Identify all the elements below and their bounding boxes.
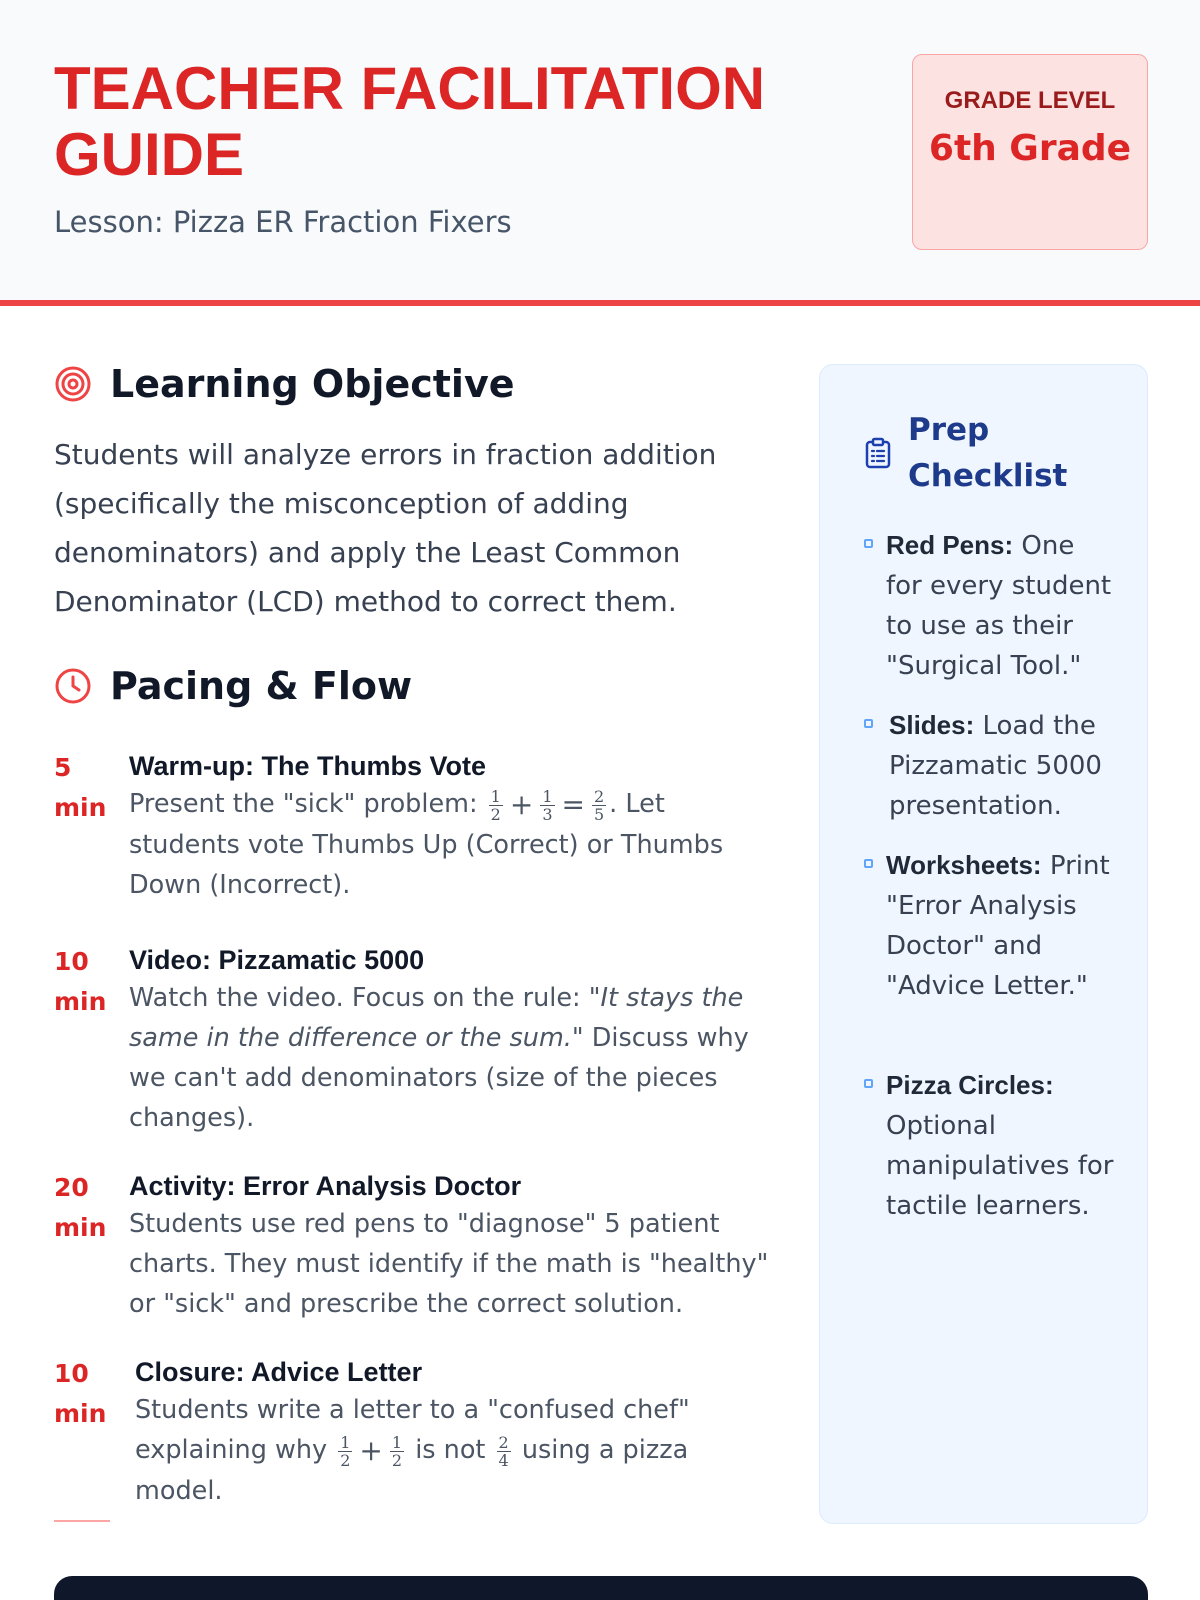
pacing-desc bbox=[135, 1390, 775, 1511]
pacing-desc-text: Discuss why we can't add denominators (size of the pieces changes). bbox=[129, 1023, 749, 1133]
fraction: $\frac{1}{2}$ bbox=[490, 786, 501, 824]
grade-level-value: 6th Grade bbox=[928, 128, 1132, 169]
page-title: TEACHER FACILITATION GUIDE bbox=[54, 55, 766, 188]
checklist-heading bbox=[864, 407, 1108, 499]
checklist-item-label: Pizza Circles: bbox=[886, 1070, 1054, 1100]
pacing-desc-text: Watch the video. Focus on the rule: bbox=[129, 983, 581, 1013]
checklist-item-text: Print "Error Analysis Doctor" and "Advice Letter." bbox=[886, 851, 1110, 1001]
pacing-title: Video: Pizzamatic 5000 bbox=[129, 945, 425, 975]
pacing-time: 10 min bbox=[54, 1359, 107, 1428]
objective-heading bbox=[54, 362, 515, 406]
fraction: $\frac{2}{5}$ bbox=[593, 786, 605, 824]
checkbox-bullet-icon bbox=[864, 859, 873, 868]
page-header bbox=[0, 0, 1200, 306]
checklist-item-text: Load the Pizzamatic 5000 presentation. bbox=[889, 711, 1102, 821]
prep-checklist-panel bbox=[819, 364, 1148, 1524]
checklist-item-text: One for every student to use as their "Surgical Tool." bbox=[886, 531, 1112, 681]
pacing-title: Closure: Advice Letter bbox=[135, 1357, 423, 1387]
pacing-desc-text: Present the "sick" problem: bbox=[129, 789, 478, 819]
pacing-desc-text: . Let students vote Thumbs Up (Correct) or Thumbs Down (Incorrect). bbox=[129, 789, 724, 900]
checklist-title: Prep Checklist bbox=[908, 412, 1068, 494]
checkbox-bullet-icon bbox=[864, 719, 873, 728]
checkbox-bullet-icon bbox=[864, 1079, 873, 1088]
checkbox-bullet-icon bbox=[864, 539, 873, 548]
pacing-desc bbox=[129, 784, 769, 905]
equals-sign: = bbox=[561, 788, 585, 821]
clipboard-icon bbox=[864, 437, 892, 469]
pacing-desc bbox=[129, 978, 769, 1138]
pacing-time: 10 min bbox=[54, 947, 107, 1016]
divider bbox=[54, 1520, 110, 1522]
objective-text: Students will analyze errors in fraction addition (specifically the misconception of adding denominators) and apply the Least Common Denominator (LCD) method to correct them. bbox=[54, 438, 717, 618]
plus-sign: + bbox=[509, 788, 534, 821]
pacing-desc-text: Students write a letter to a "confused chef" explaining why bbox=[135, 1395, 690, 1465]
fraction: $\frac{2}{4}$ bbox=[498, 1432, 509, 1470]
pacing-time: 5 min bbox=[54, 753, 107, 822]
pacing-time: 20 min bbox=[54, 1173, 107, 1242]
clock-icon bbox=[54, 667, 92, 705]
grade-level-badge bbox=[912, 54, 1148, 250]
pacing-desc-text: is not bbox=[415, 1435, 486, 1465]
checklist-item-label: Slides: bbox=[889, 710, 975, 740]
fraction: $\frac{1}{2}$ bbox=[340, 1432, 351, 1470]
checklist-item-text: Optional manipulatives for tactile learners. bbox=[886, 1111, 1114, 1221]
rule-quote: "It stays the same in the difference or the sum." bbox=[129, 983, 744, 1053]
fraction: $\frac{1}{2}$ bbox=[391, 1432, 403, 1470]
fraction: $\frac{1}{3}$ bbox=[542, 786, 553, 824]
plus-sign: + bbox=[359, 1434, 383, 1467]
pacing-title: Warm-up: The Thumbs Vote bbox=[129, 751, 486, 781]
pacing-heading bbox=[54, 664, 412, 708]
checklist-item-label: Worksheets: bbox=[886, 850, 1042, 880]
lesson-subtitle: Lesson: Pizza ER Fraction Fixers bbox=[54, 205, 512, 239]
objective-heading-text: Learning Objective bbox=[110, 362, 515, 406]
pacing-heading-text: Pacing & Flow bbox=[110, 664, 413, 708]
checklist-item-label: Red Pens: bbox=[886, 530, 1014, 560]
pacing-desc: Students use red pens to "diagnose" 5 patient charts. They must identify if the math is "healthy" or "sick" and prescribe the correct solution. bbox=[129, 1209, 769, 1319]
pacing-title: Activity: Error Analysis Doctor bbox=[129, 1171, 522, 1201]
pacing-desc-text: using a pizza model. bbox=[135, 1435, 689, 1506]
grade-level-label: GRADE LEVEL bbox=[944, 87, 1116, 114]
target-icon bbox=[54, 365, 92, 403]
footer-bar bbox=[54, 1576, 1148, 1600]
